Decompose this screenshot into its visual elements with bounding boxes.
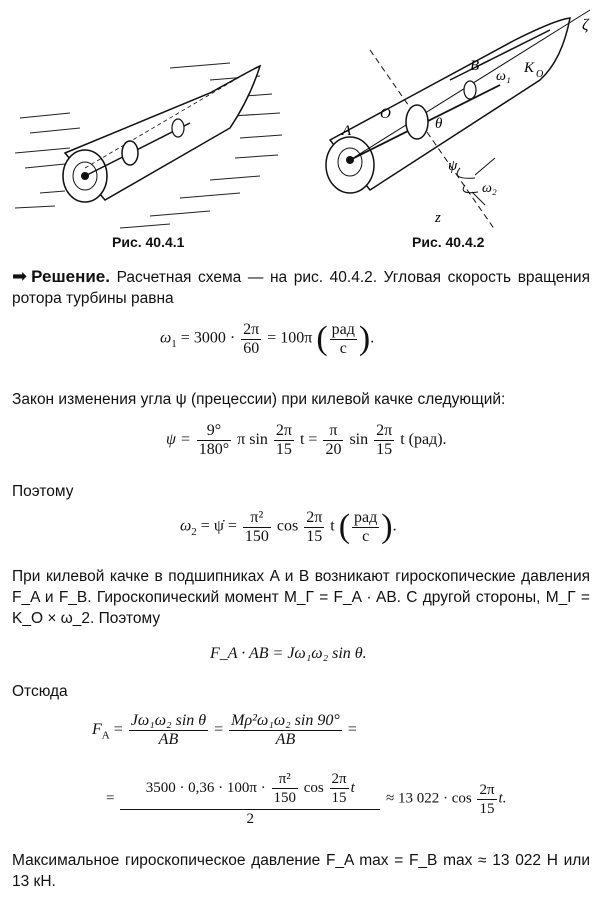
eq6-t: t <box>350 779 355 796</box>
label-psi: ψ <box>448 158 458 174</box>
eq3-n2: 2π <box>306 508 323 526</box>
eq5-eq: = <box>113 721 123 739</box>
eq2-d1: 180° <box>198 441 230 458</box>
solution-heading: Решение. <box>31 267 110 286</box>
eq6-fn: π² <box>272 770 299 789</box>
eq2-n2: 2π <box>275 422 292 439</box>
equation-psi <box>166 422 447 459</box>
eq2-t3: sin <box>349 431 369 449</box>
eq6-fd: 150 <box>273 790 296 806</box>
eq5-lhs: F <box>92 721 102 739</box>
eq1-num: 2π <box>243 320 260 338</box>
eq2-n4: 2π <box>376 422 393 439</box>
eq1-mid: = 3000 · <box>180 329 236 347</box>
label-z: z <box>435 210 441 226</box>
eq5-d2: AB <box>275 731 296 748</box>
torpedo-diagram-2 <box>300 0 595 230</box>
eq3-lhs: ω <box>180 517 192 535</box>
eq3-den: 150 <box>244 527 269 545</box>
eq2-d3: 20 <box>325 441 342 458</box>
eq2-n3: π <box>323 422 343 441</box>
eq6-cos: cos <box>303 779 324 796</box>
label-theta: θ <box>435 116 443 132</box>
eq3-tail: . <box>392 517 397 535</box>
eq5-lsub: A <box>101 729 110 742</box>
eq6-res: ≈ 13 022 · cos <box>385 790 472 807</box>
eq6-cn: 2π <box>331 771 347 787</box>
eq1-uden: с <box>339 339 347 357</box>
label-k-sub: O <box>536 69 544 80</box>
eq2-n1: 9° <box>197 422 231 441</box>
eq2-d2: 15 <box>275 441 292 458</box>
eq5-n2: Mρ²ω₁ω₂ sin 90° <box>231 712 340 729</box>
label-o: O <box>380 106 391 122</box>
equation-omega2: $\omega_2$ = ψ̇ = $\frac{\text{π²}}{150}$ cos $\frac{2\pi}{15}$ t ( $\frac{\text{рад}}{с}$ ). <box>180 508 397 545</box>
conclusion-text: Максимальное гироскопическое давление F_A max = F_B max ≈ 13 022 Н или 13 кН. <box>12 852 590 890</box>
eq1-lhs: ω <box>160 329 172 347</box>
eq2-t2: t = <box>299 431 318 449</box>
eq5-d1: AB <box>158 731 179 748</box>
eq3-num: π² <box>243 509 271 528</box>
eq3-t1: cos <box>276 517 299 535</box>
eq1-unum: рад <box>331 320 355 338</box>
equation-moment: F_A · AB = Jω₁ω₂ sin θ. <box>210 645 367 662</box>
eq6-cd: 15 <box>331 790 347 806</box>
eq2-t1: π sin <box>237 431 268 449</box>
eq6-num: 3500 · 0,36 · 100π · <box>145 779 266 796</box>
eq2-d4: 15 <box>376 441 393 458</box>
label-b: B <box>470 58 480 74</box>
figure-2-caption: Рис. 40.4.2 <box>412 234 485 250</box>
label-zeta: ζ <box>582 17 589 34</box>
eq2-t4: t (рад). <box>400 431 447 449</box>
figure-2 <box>300 0 595 235</box>
eq1-units <box>330 321 357 358</box>
eq6-eq: = <box>106 790 115 807</box>
bearing-text: При килевой качке в подшипниках A и B возникают гироскопические давления F_A и F_B. Гироскопический момент M_Г = F_A · AB. С другой стороны, M_Г = K_O × ω_2. Поэтому <box>12 568 590 627</box>
eq3-unum: рад <box>354 508 378 526</box>
eq3-t2: t <box>330 517 335 535</box>
label-k: K <box>524 60 535 76</box>
torpedo-diagram-1 <box>10 58 290 238</box>
eq3-uden: с <box>362 527 370 545</box>
eq3-sub: 2 <box>191 525 197 538</box>
eq5-eq2: = <box>214 721 224 739</box>
equation-fa <box>92 712 357 749</box>
figure-1-caption: Рис. 40.4.1 <box>112 234 185 250</box>
label-omega1: ω₁ <box>496 69 511 84</box>
eq1-tail: . <box>370 329 375 347</box>
eq3-mid: = ψ̇ = <box>200 517 237 535</box>
eq6-rn: 2π <box>479 781 495 798</box>
psi-law-text: Закон изменения угла ψ (прецессии) при килевой качке следующий: <box>12 391 506 408</box>
equation-omega1: $\omega_1 = 3000$ · $\frac{2\pi}{60}$ = 100π ( $\frac{\text{рад}}{с}$ ). <box>160 320 375 357</box>
eq1-res: = 100π <box>267 329 313 347</box>
label-a: A <box>342 123 352 139</box>
intro-text: Расчетная схема — на рис. 40.4.2. Угловая скорость вращения ротора турбины равна <box>12 269 590 307</box>
arrow-icon: ➡ <box>12 266 28 286</box>
eq1-den: 60 <box>243 339 260 357</box>
solution-intro <box>12 266 590 309</box>
eq6-rt: t. <box>498 790 507 807</box>
figure-1 <box>10 58 290 243</box>
hence-text: Отсюда <box>12 683 68 700</box>
eq6-den: 2 <box>246 811 254 827</box>
eq6-rd: 15 <box>479 800 495 817</box>
eq5-n1: Jω₁ω₂ sin θ <box>130 712 207 729</box>
therefore-1: Поэтому <box>12 483 74 500</box>
eq1-frac <box>241 321 261 358</box>
equation-fa-numeric <box>106 770 506 828</box>
eq5-tail: = <box>347 721 357 739</box>
eq1-sub: 1 <box>171 337 177 350</box>
eq3-d2: 15 <box>306 527 323 545</box>
eq2-lhs: ψ = <box>166 431 191 449</box>
label-omega2: ω₂ <box>482 181 497 196</box>
